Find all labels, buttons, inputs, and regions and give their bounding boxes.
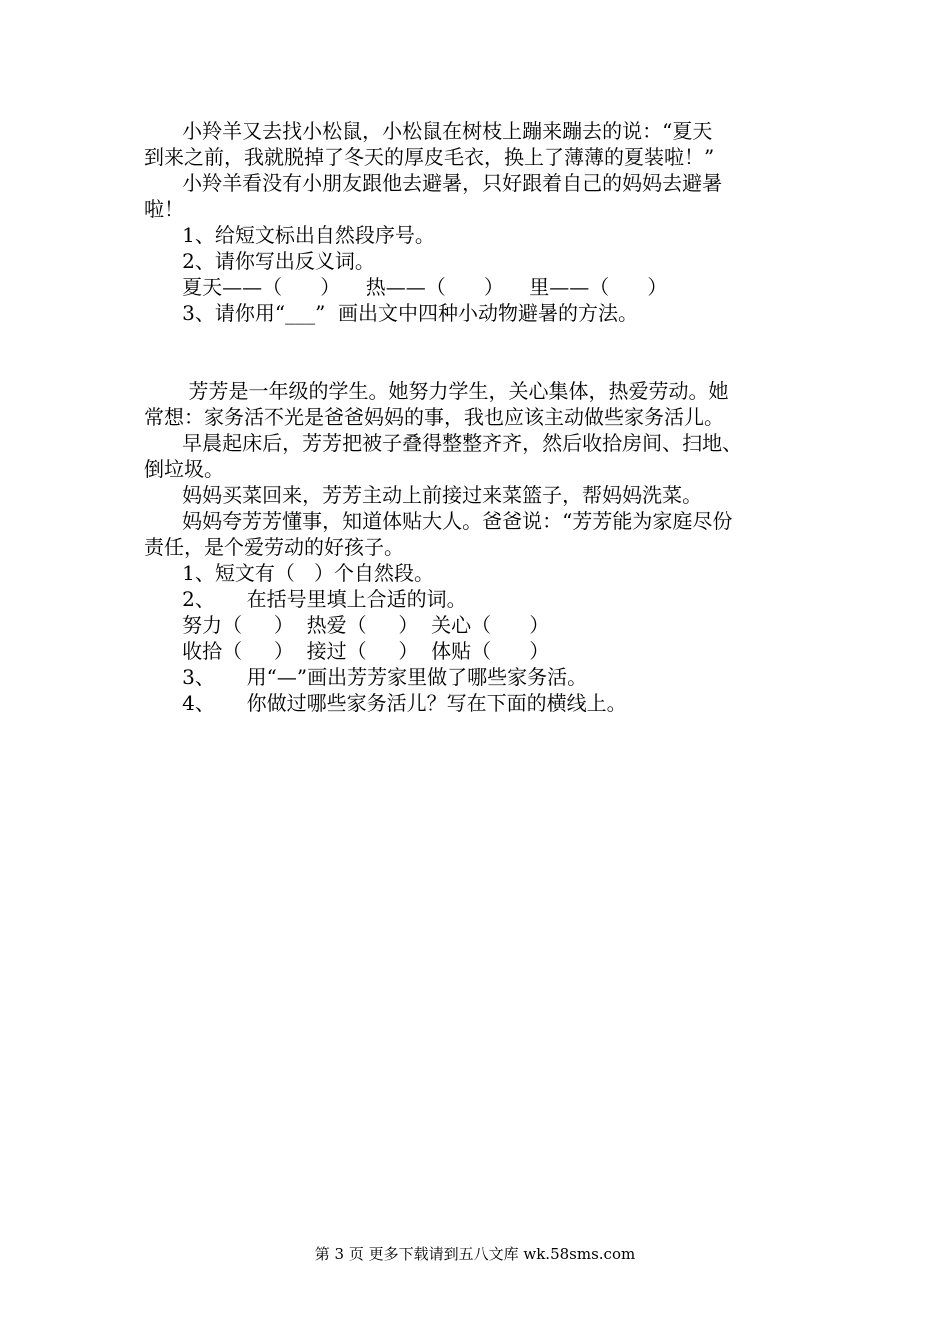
passage-2-line: 责任，是个爱劳动的好孩子。 — [144, 535, 404, 559]
document-page — [144, 118, 808, 716]
question-1-2: 2、请你写出反义词。 — [144, 249, 375, 273]
question-2-2: 2、 在括号里填上合适的词。 — [144, 587, 467, 611]
question-1-3: 3、请你用“___” 画出文中四种小动物避暑的方法。 — [144, 301, 639, 325]
page-footer: 第 3 页 更多下载请到五八文库 wk.58sms.com — [314, 1245, 636, 1263]
passage-1-line: 啦！ — [144, 197, 184, 221]
antonym-blanks: 夏天——（ ） 热——（ ） 里——（ ） — [144, 275, 668, 299]
passage-1-line: 小羚羊又去找小松鼠，小松鼠在树枝上蹦来蹦去的说：“夏天 — [144, 119, 713, 143]
passage-2-line: 芳芳是一年级的学生。她努力学生，关心集体，热爱劳动。她 — [144, 379, 729, 403]
question-2-4: 4、 你做过哪些家务活儿？写在下面的横线上。 — [144, 691, 627, 715]
reading-passage-2 — [144, 378, 808, 716]
reading-passage-1 — [144, 118, 808, 326]
fill-blanks-row-1: 努力（ ） 热爱（ ） 关心（ ） — [144, 613, 550, 637]
question-2-3: 3、 用“—”画出芳芳家里做了哪些家务活。 — [144, 665, 588, 689]
passage-2-line: 妈妈夸芳芳懂事，知道体贴大人。爸爸说：“芳芳能为家庭尽份 — [144, 509, 733, 533]
passage-1-line: 到来之前，我就脱掉了冬天的厚皮毛衣，换上了薄薄的夏装啦！” — [144, 145, 715, 169]
passage-2-line: 妈妈买菜回来，芳芳主动上前接过来菜篮子，帮妈妈洗菜。 — [144, 483, 703, 507]
passage-2-line: 早晨起床后，芳芳把被子叠得整整齐齐，然后收拾房间、扫地、 — [144, 431, 743, 455]
passage-1-line: 小羚羊看没有小朋友跟他去避暑，只好跟着自己的妈妈去避暑 — [144, 171, 723, 195]
fill-blanks-row-2: 收拾（ ） 接过（ ） 体贴（ ） — [144, 639, 550, 663]
passage-2-line: 常想：家务活不光是爸爸妈妈的事，我也应该主动做些家务活儿。 — [144, 405, 724, 429]
question-2-1: 1、短文有（ ）个自然段。 — [144, 561, 434, 585]
question-1-1: 1、给短文标出自然段序号。 — [144, 223, 435, 247]
passage-2-line: 倒垃圾。 — [144, 457, 224, 481]
